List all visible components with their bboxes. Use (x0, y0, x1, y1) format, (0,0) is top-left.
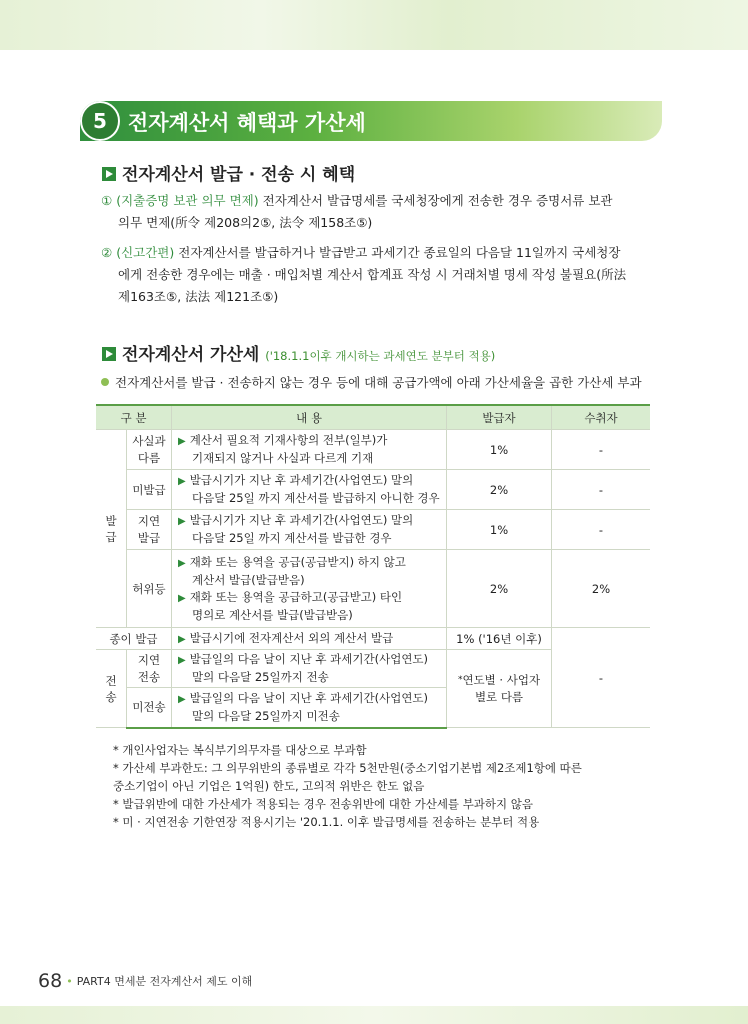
row-content (172, 510, 447, 550)
play-box-icon (102, 167, 116, 181)
triangle-right-icon: ▶ (178, 633, 186, 645)
circled-number-2: ② (101, 245, 113, 260)
content-line: 다음달 25일 까지 계산서를 발급하지 아니한 경우 (192, 491, 440, 505)
table-row (96, 628, 650, 650)
content-line: 다음달 25일 까지 계산서를 발급한 경우 (192, 531, 392, 545)
triangle-right-icon: ▶ (178, 592, 186, 604)
page-number: 68 (38, 970, 63, 992)
benefit-2-line1: 전자계산서를 발급하거나 발급받고 과세기간 종료일의 다음달 11일까지 국세청장 (174, 245, 621, 260)
row-content (172, 550, 447, 628)
table-row (96, 430, 650, 470)
row-content (172, 688, 447, 728)
row-category: 허위등 (127, 550, 172, 628)
benefit-1-line1: 전자계산서 발급명세를 국세청장에게 전송한 경우 증명서류 보관 (258, 193, 613, 208)
row-category: 미발급 (127, 470, 172, 510)
benefit-2-line2: 에게 전송한 경우에는 매출 · 매입처별 계산서 합계표 작성 시 거래처별 명세 작성 불필요(所法 (118, 267, 627, 282)
triangle-right-icon: ▶ (178, 476, 186, 487)
content-line: 말의 다음달 25일까지 전송 (192, 670, 329, 684)
benefit-2-keyword: (신고간편) (116, 245, 175, 260)
content-line: 발급일의 다음 날이 지난 후 과세기간(사업연도) (189, 652, 429, 666)
row-issuer: 1% ('16년 이후) (447, 628, 552, 650)
row-content (172, 650, 447, 688)
row-receiver: - (552, 470, 651, 510)
row-receiver: 2% (552, 550, 651, 628)
header-receiver: 수취자 (552, 405, 651, 430)
content-line: 계산서 필요적 기재사항의 전부(일부)가 (189, 433, 388, 447)
content-line: 발급시기에 전자계산서 외의 계산서 발급 (189, 630, 394, 645)
triangle-right-icon: ▶ (178, 516, 186, 527)
triangle-right-icon: ▶ (178, 436, 186, 447)
group-issue: 발급 (96, 430, 127, 628)
content-line: 발급시기가 지난 후 과세기간(사업연도) 말의 (189, 513, 414, 527)
row-category: 사실과 다름 (127, 430, 172, 470)
play-box-icon (102, 347, 116, 361)
page-footer (38, 970, 252, 992)
note-line: * 미 · 지연전송 기한연장 적용시기는 '20.1.1. 이후 발급명세를 전송하는 분부터 적용 (113, 815, 540, 829)
row-issuer: 1% (447, 510, 552, 550)
top-decor-band (0, 0, 748, 50)
triangle-right-icon: ▶ (178, 557, 186, 569)
content-line: 말의 다음달 25일까지 미전송 (192, 708, 340, 723)
table-row (96, 470, 650, 510)
row-issuer: 2% (447, 470, 552, 510)
penalty-bullet-text: 전자계산서를 발급 · 전송하지 않는 경우 등에 대해 공급가액에 아래 가산세율을 곱한 가산세 부과 (115, 375, 642, 390)
content-line: 기재되지 않거나 사실과 다르게 기재 (192, 451, 374, 465)
benefits-heading (102, 160, 355, 185)
asterisk-mark: * (457, 674, 463, 685)
table-notes (113, 741, 653, 831)
penalty-heading-note: ('18.1.1이후 개시하는 과세연도 분부터 적용) (265, 349, 496, 363)
send-issuer (447, 650, 552, 728)
row-category: 종이 발급 (96, 628, 172, 650)
bottom-decor-band (0, 1006, 748, 1024)
row-receiver: - (552, 430, 651, 470)
footer-separator-dot: • (66, 975, 73, 988)
content-line: 재화 또는 용역을 공급하고(공급받고) 타인 (189, 589, 403, 604)
footer-text: PART4 면세분 전자계산서 제도 이해 (76, 975, 253, 988)
header-category: 구 분 (96, 405, 172, 430)
send-receiver: - (552, 628, 651, 728)
penalty-table (96, 404, 650, 729)
content-line: 계산서 발급(발급받음) (192, 572, 305, 587)
content-line: 발급일의 다음 날이 지난 후 과세기간(사업연도) (189, 690, 429, 705)
row-category: 지연 전송 (127, 650, 172, 688)
penalty-heading-text: 전자계산서 가산세 (122, 345, 260, 365)
group-send: 전송 (96, 650, 127, 728)
triangle-right-icon: ▶ (178, 693, 186, 705)
triangle-right-icon: ▶ (178, 655, 186, 666)
content-line: 발급시기가 지난 후 과세기간(사업연도) 말의 (189, 473, 414, 487)
content-line: 재화 또는 용역을 공급(공급받지) 하지 않고 (189, 554, 406, 569)
section-number-badge: 5 (80, 101, 120, 141)
table-header-row (96, 405, 650, 430)
content-line: 명의로 계산서를 발급(발급받음) (192, 607, 353, 622)
penalty-bullet (101, 373, 642, 391)
header-issuer: 발급자 (447, 405, 552, 430)
table-row (96, 550, 650, 628)
section-title: 전자계산서 혜택과 가산세 (128, 111, 366, 135)
benefit-item-1 (101, 190, 661, 234)
send-issuer-line1: 연도별 · 사업자 (462, 672, 541, 687)
benefits-heading-text: 전자계산서 발급 · 전송 시 혜택 (122, 165, 356, 185)
benefit-1-keyword: (지출증명 보관 의무 면제) (116, 193, 259, 208)
note-line: * 가산세 부과한도: 그 의무위반의 종류별로 각각 5천만원(중소기업기본법 제2조제1항에 따른 (113, 761, 582, 775)
benefit-item-2 (101, 242, 661, 308)
row-issuer: 1% (447, 430, 552, 470)
row-content (172, 430, 447, 470)
circled-number-1: ① (101, 193, 113, 208)
penalty-heading (102, 340, 495, 365)
header-content: 내 용 (172, 405, 447, 430)
row-receiver: - (552, 510, 651, 550)
benefit-2-line3: 제163조⑤, 法法 제121조⑤) (118, 289, 279, 304)
bullet-dot-icon (101, 378, 109, 386)
table-row (96, 510, 650, 550)
note-line: 중소기업이 아닌 기업은 1억원) 한도, 고의적 위반은 한도 없음 (113, 779, 425, 793)
row-content (172, 470, 447, 510)
send-issuer-line2: 별로 다름 (474, 689, 524, 704)
benefit-1-line2: 의무 면제(所令 제208의2⑤, 法令 제158조⑤) (118, 215, 373, 230)
note-line: * 개인사업자는 복식부기의무자를 대상으로 부과함 (113, 743, 367, 757)
row-issuer: 2% (447, 550, 552, 628)
row-category: 지연 발급 (127, 510, 172, 550)
row-category: 미전송 (127, 688, 172, 728)
note-line: * 발급위반에 대한 가산세가 적용되는 경우 전송위반에 대한 가산세를 부과하지 않음 (113, 797, 534, 811)
row-content (172, 628, 447, 650)
